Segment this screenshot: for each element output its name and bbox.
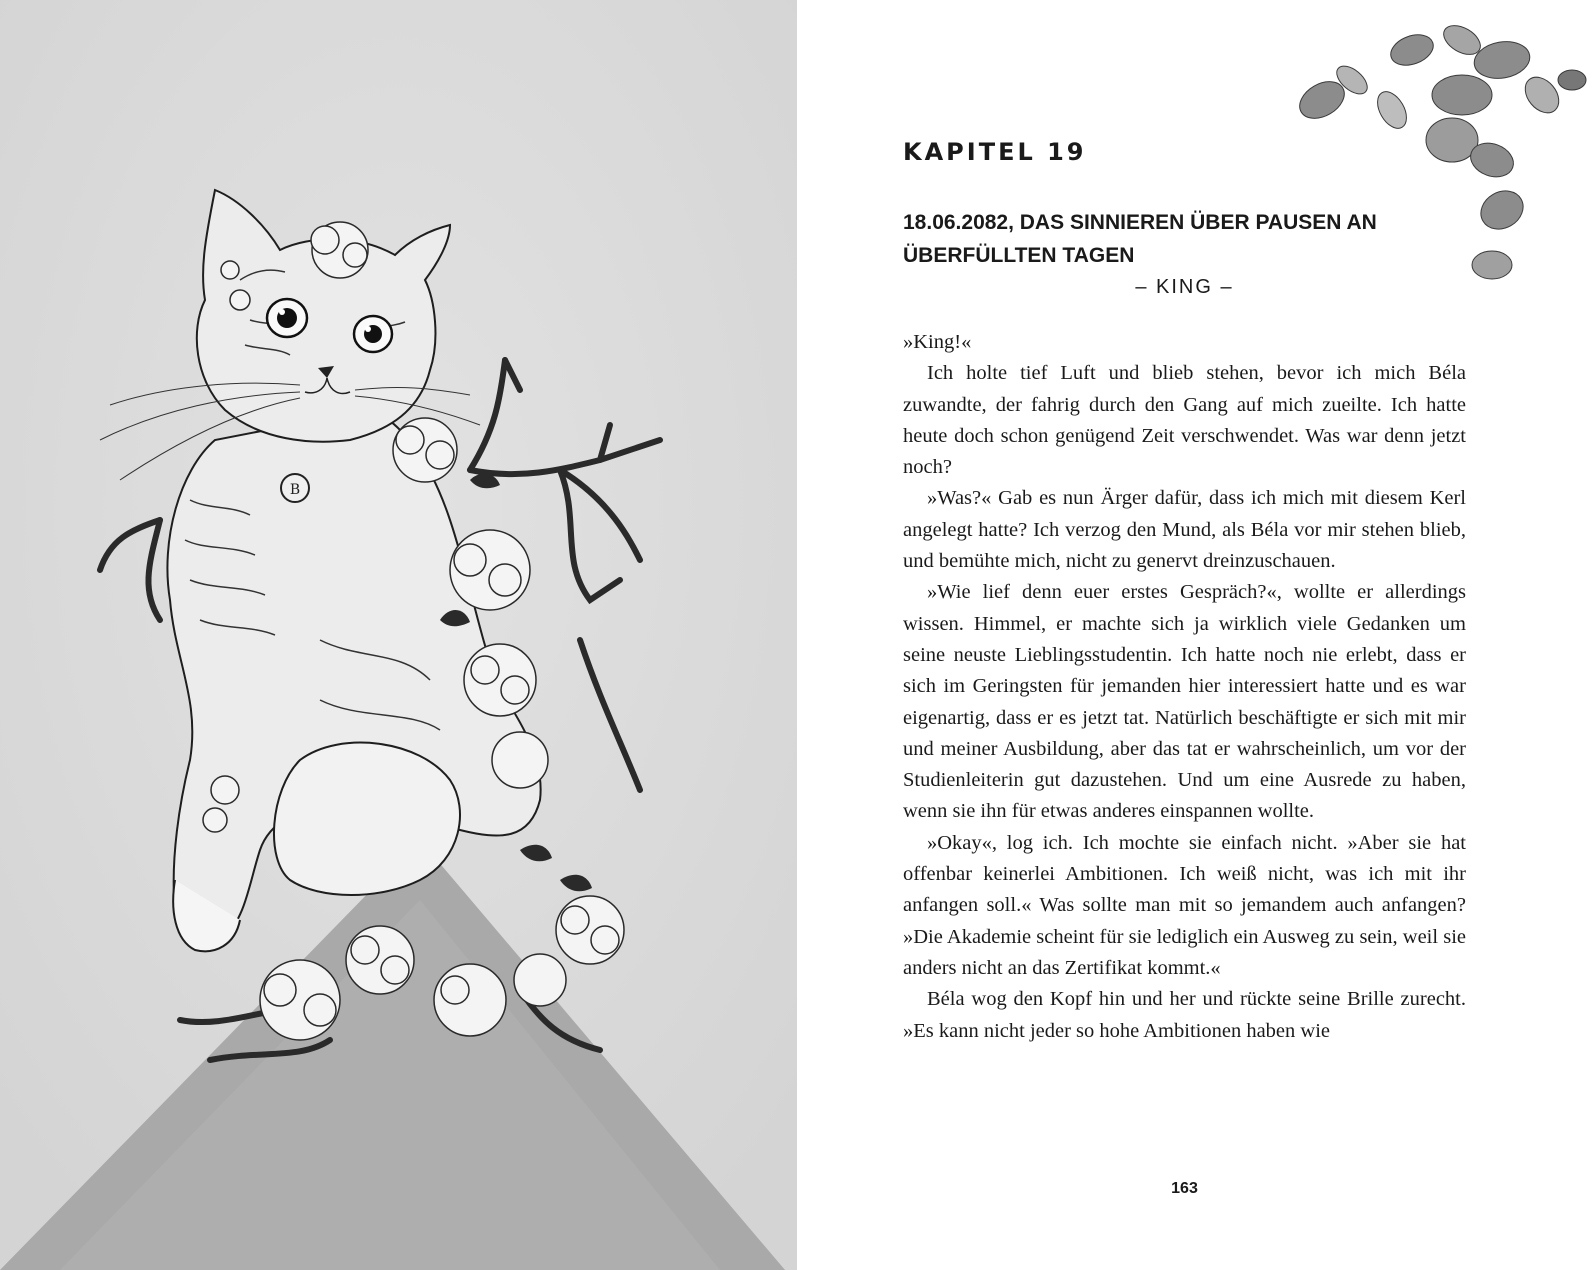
paragraph: Béla wog den Kopf hin und her und rückte seine Brille zurecht. »Es kann nicht jeder so hohe Ambitionen haben wie	[903, 988, 1466, 1042]
paragraph: »Was?« Gab es nun Ärger dafür, dass ich mich mit diesem Kerl angelegt hatte? Ich verzog den Mund, als Béla vor mir stehen blieb, und bemühte mich, nicht zu genervt dreinzuschauen.	[903, 487, 1466, 573]
page-number: 163	[1171, 1180, 1198, 1197]
paragraph: »Okay«, log ich. Ich mochte sie einfach nicht. »Aber sie hat offenbar keinerlei Ambitionen. Ich weiß nicht, was ich mit ihr anfangen soll.« Was sollte man mit so jemandem auch anfangen? »Die Akademie scheint für sie lediglich ein Ausweg zu sein, weil sie anders nicht an das Zertifikat kommt.«	[903, 831, 1466, 979]
text-page	[797, 0, 1594, 1270]
paragraph: »King!«	[903, 331, 972, 353]
pov-heading: – KING –	[1135, 276, 1234, 298]
paragraph: Ich holte tief Luft und blieb stehen, bevor ich mich Béla zuwandte, der fahrig durch den Gang auf mich zueilte. Ich hatte heute doch schon genügend Zeit verschwendet. Was war denn jetzt noch?	[903, 362, 1466, 479]
chapter-title: 18.06.2082, DAS SINNIEREN ÜBER PAUSEN AN ÜBERFÜLLTEN TAGEN	[903, 211, 1377, 267]
svg-text:B: B	[289, 482, 301, 498]
chapter-label: KAPITEL 19	[903, 138, 1087, 166]
paragraph: »Wie lief denn euer erstes Gespräch?«, wollte er allerdings wissen. Himmel, er machte sich ja wirklich viele Gedanken um seine neuste Lieblingsstudentin. Ich hatte noch nie erlebt, dass er sich im Geringsten für jemanden hier interessiert hatte und es war eigenartig, dass er es jetzt tat. Natürlich beschäftigte er sich mit mir und meiner Ausbildung, aber das tat er wahrscheinlich, um vor der Studienleiterin gut dazustehen. Und um eine Ausrede zu haben, wenn sie ihn für etwas anderes einspannen wollte.	[903, 581, 1466, 823]
body-text	[903, 327, 1466, 1047]
